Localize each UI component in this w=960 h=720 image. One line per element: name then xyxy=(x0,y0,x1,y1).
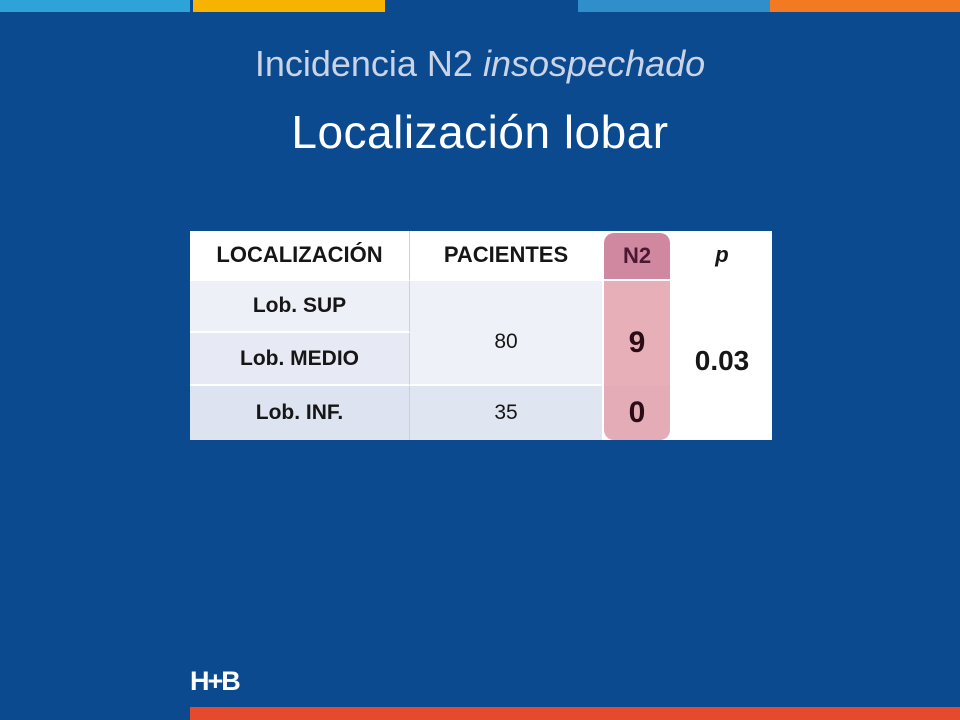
pacientes-sup-medio: 80 xyxy=(410,281,602,386)
header-localizacion: LOCALIZACIÓN xyxy=(190,231,410,281)
row-label-medio: Lob. MEDIO xyxy=(190,333,410,386)
top-accent-bar xyxy=(0,0,190,12)
top-accent-bar xyxy=(193,0,385,12)
n2-inf: 0 xyxy=(604,386,670,440)
row-label-sup: Lob. SUP xyxy=(190,281,410,333)
table-grid xyxy=(190,231,772,440)
p-value: 0.03 xyxy=(672,281,772,440)
top-accent-bar xyxy=(578,0,770,12)
slide-title xyxy=(0,42,960,86)
row-label-inf: Lob. INF. xyxy=(190,386,410,440)
header-p: p xyxy=(672,231,772,281)
title-prefix: Incidencia N2 xyxy=(254,43,473,84)
bottom-accent-bar xyxy=(190,707,960,720)
top-accent-bar xyxy=(770,0,960,12)
results-table xyxy=(190,231,772,440)
n2-sup-medio: 9 xyxy=(604,281,670,386)
hb-logo: H+B xyxy=(190,666,239,696)
title-emphasis: insospechado xyxy=(482,43,706,84)
header-n2: N2 xyxy=(604,233,670,281)
header-pacientes: PACIENTES xyxy=(410,231,602,281)
pacientes-inf: 35 xyxy=(410,386,602,440)
slide-subtitle: Localización lobar xyxy=(291,106,669,158)
